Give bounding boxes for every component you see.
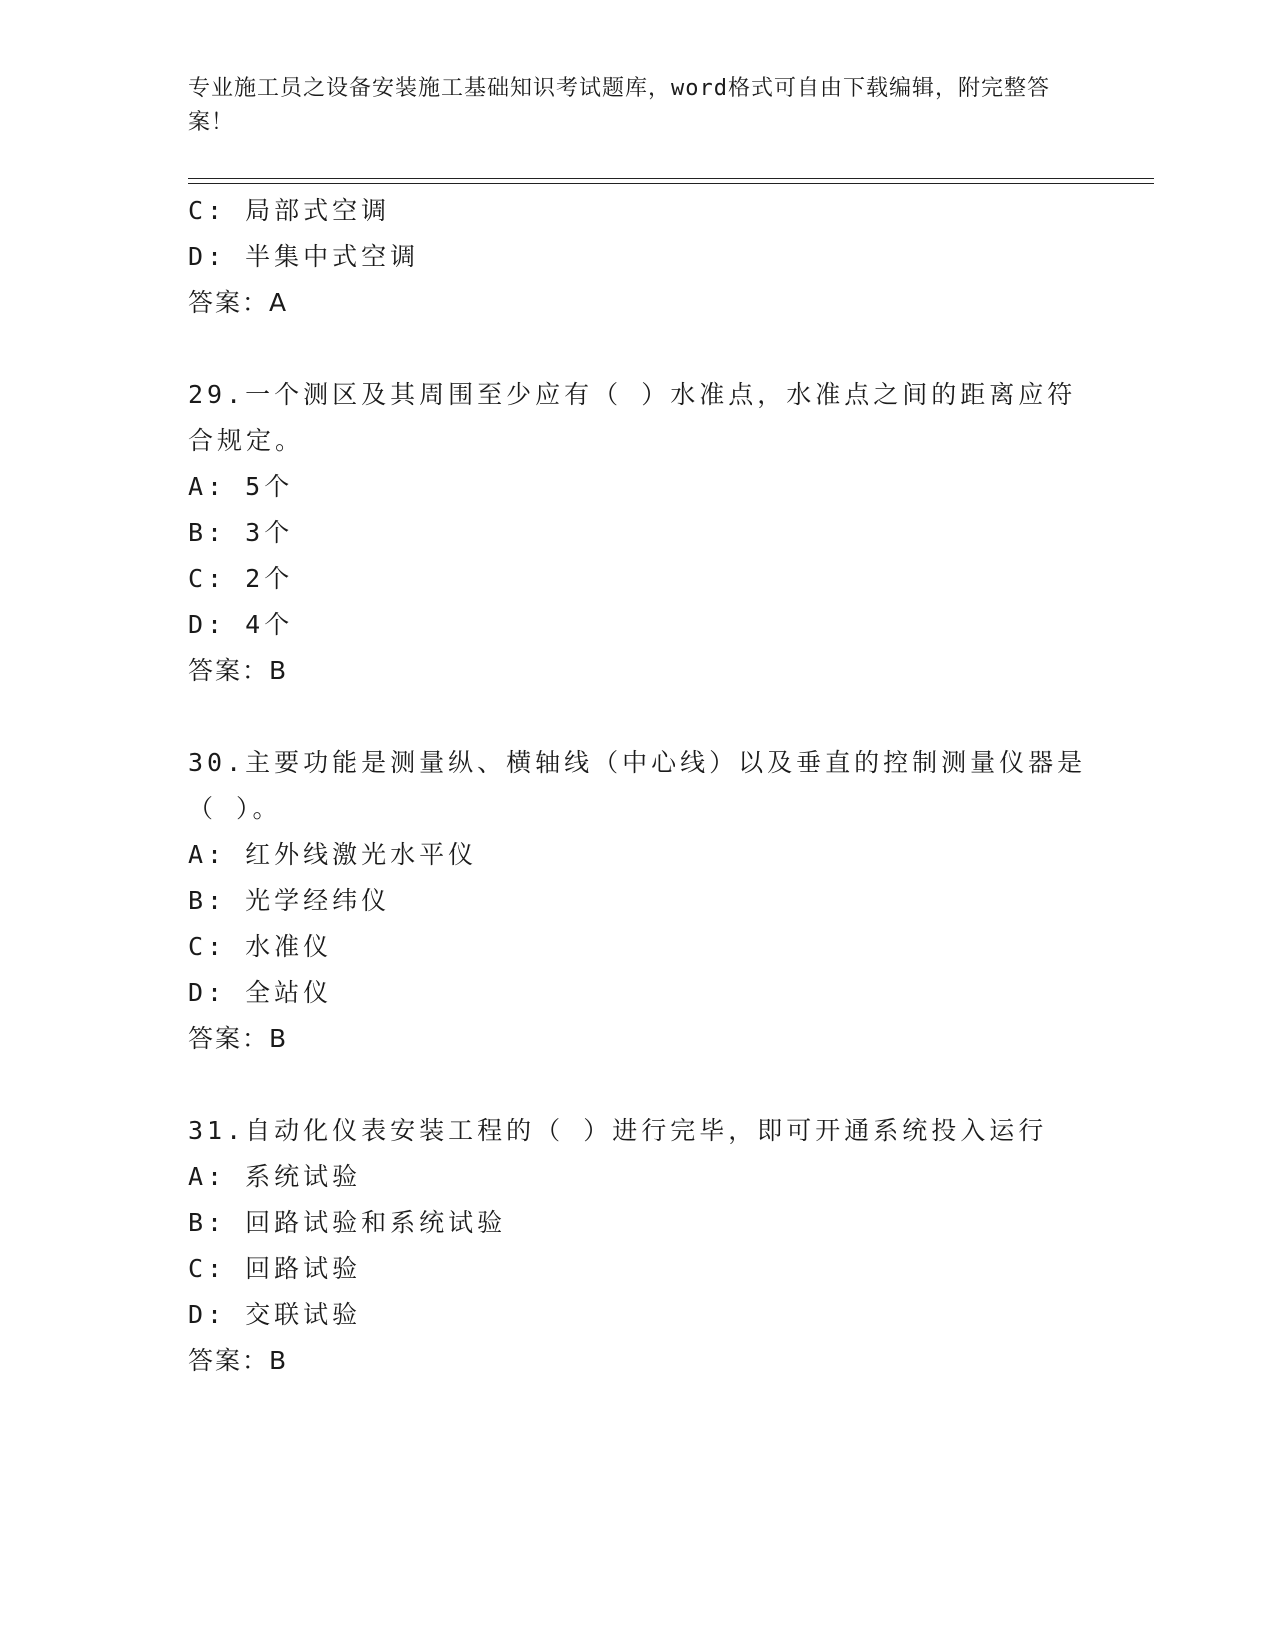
answer: 答案：B bbox=[188, 1346, 289, 1375]
option-a: A: 5个 bbox=[188, 472, 294, 501]
option-c: C: 水准仪 bbox=[188, 932, 333, 961]
spacer bbox=[188, 1062, 1088, 1108]
header-divider-bottom bbox=[188, 183, 1154, 184]
question-content bbox=[188, 188, 1088, 1384]
question-text: 31.自动化仪表安装工程的（ ）进行完毕，即可开通系统投入运行 bbox=[188, 1116, 1048, 1145]
option-a: A: 红外线激光水平仪 bbox=[188, 840, 478, 869]
option-d: D: 全站仪 bbox=[188, 978, 333, 1007]
option-c: C: 回路试验 bbox=[188, 1254, 362, 1283]
answer: 答案：A bbox=[188, 288, 289, 317]
option-b: B: 回路试验和系统试验 bbox=[188, 1208, 507, 1237]
answer: 答案：B bbox=[188, 656, 289, 685]
option-c: C: 2个 bbox=[188, 564, 294, 593]
previous-question-tail bbox=[188, 188, 1088, 326]
question-text: 29.一个测区及其周围至少应有（ ）水准点，水准点之间的距离应符合规定。 bbox=[188, 380, 1077, 455]
question-text: 30.主要功能是测量纵、横轴线（中心线）以及垂直的控制测量仪器是（ ）。 bbox=[188, 748, 1087, 823]
question-30 bbox=[188, 740, 1088, 1062]
option-c: C: 局部式空调 bbox=[188, 196, 391, 225]
spacer bbox=[188, 694, 1088, 740]
spacer bbox=[188, 326, 1088, 372]
option-b: B: 3个 bbox=[188, 518, 294, 547]
answer: 答案：B bbox=[188, 1024, 289, 1053]
question-31 bbox=[188, 1108, 1088, 1384]
option-d: D: 交联试验 bbox=[188, 1300, 362, 1329]
question-29 bbox=[188, 372, 1088, 694]
option-d: D: 半集中式空调 bbox=[188, 242, 420, 271]
option-d: D: 4个 bbox=[188, 610, 294, 639]
document-header: 专业施工员之设备安装施工基础知识考试题库，word格式可自由下载编辑，附完整答案！ bbox=[188, 76, 1050, 135]
option-b: B: 光学经纬仪 bbox=[188, 886, 391, 915]
header-divider-top bbox=[188, 178, 1154, 179]
option-a: A: 系统试验 bbox=[188, 1162, 362, 1191]
